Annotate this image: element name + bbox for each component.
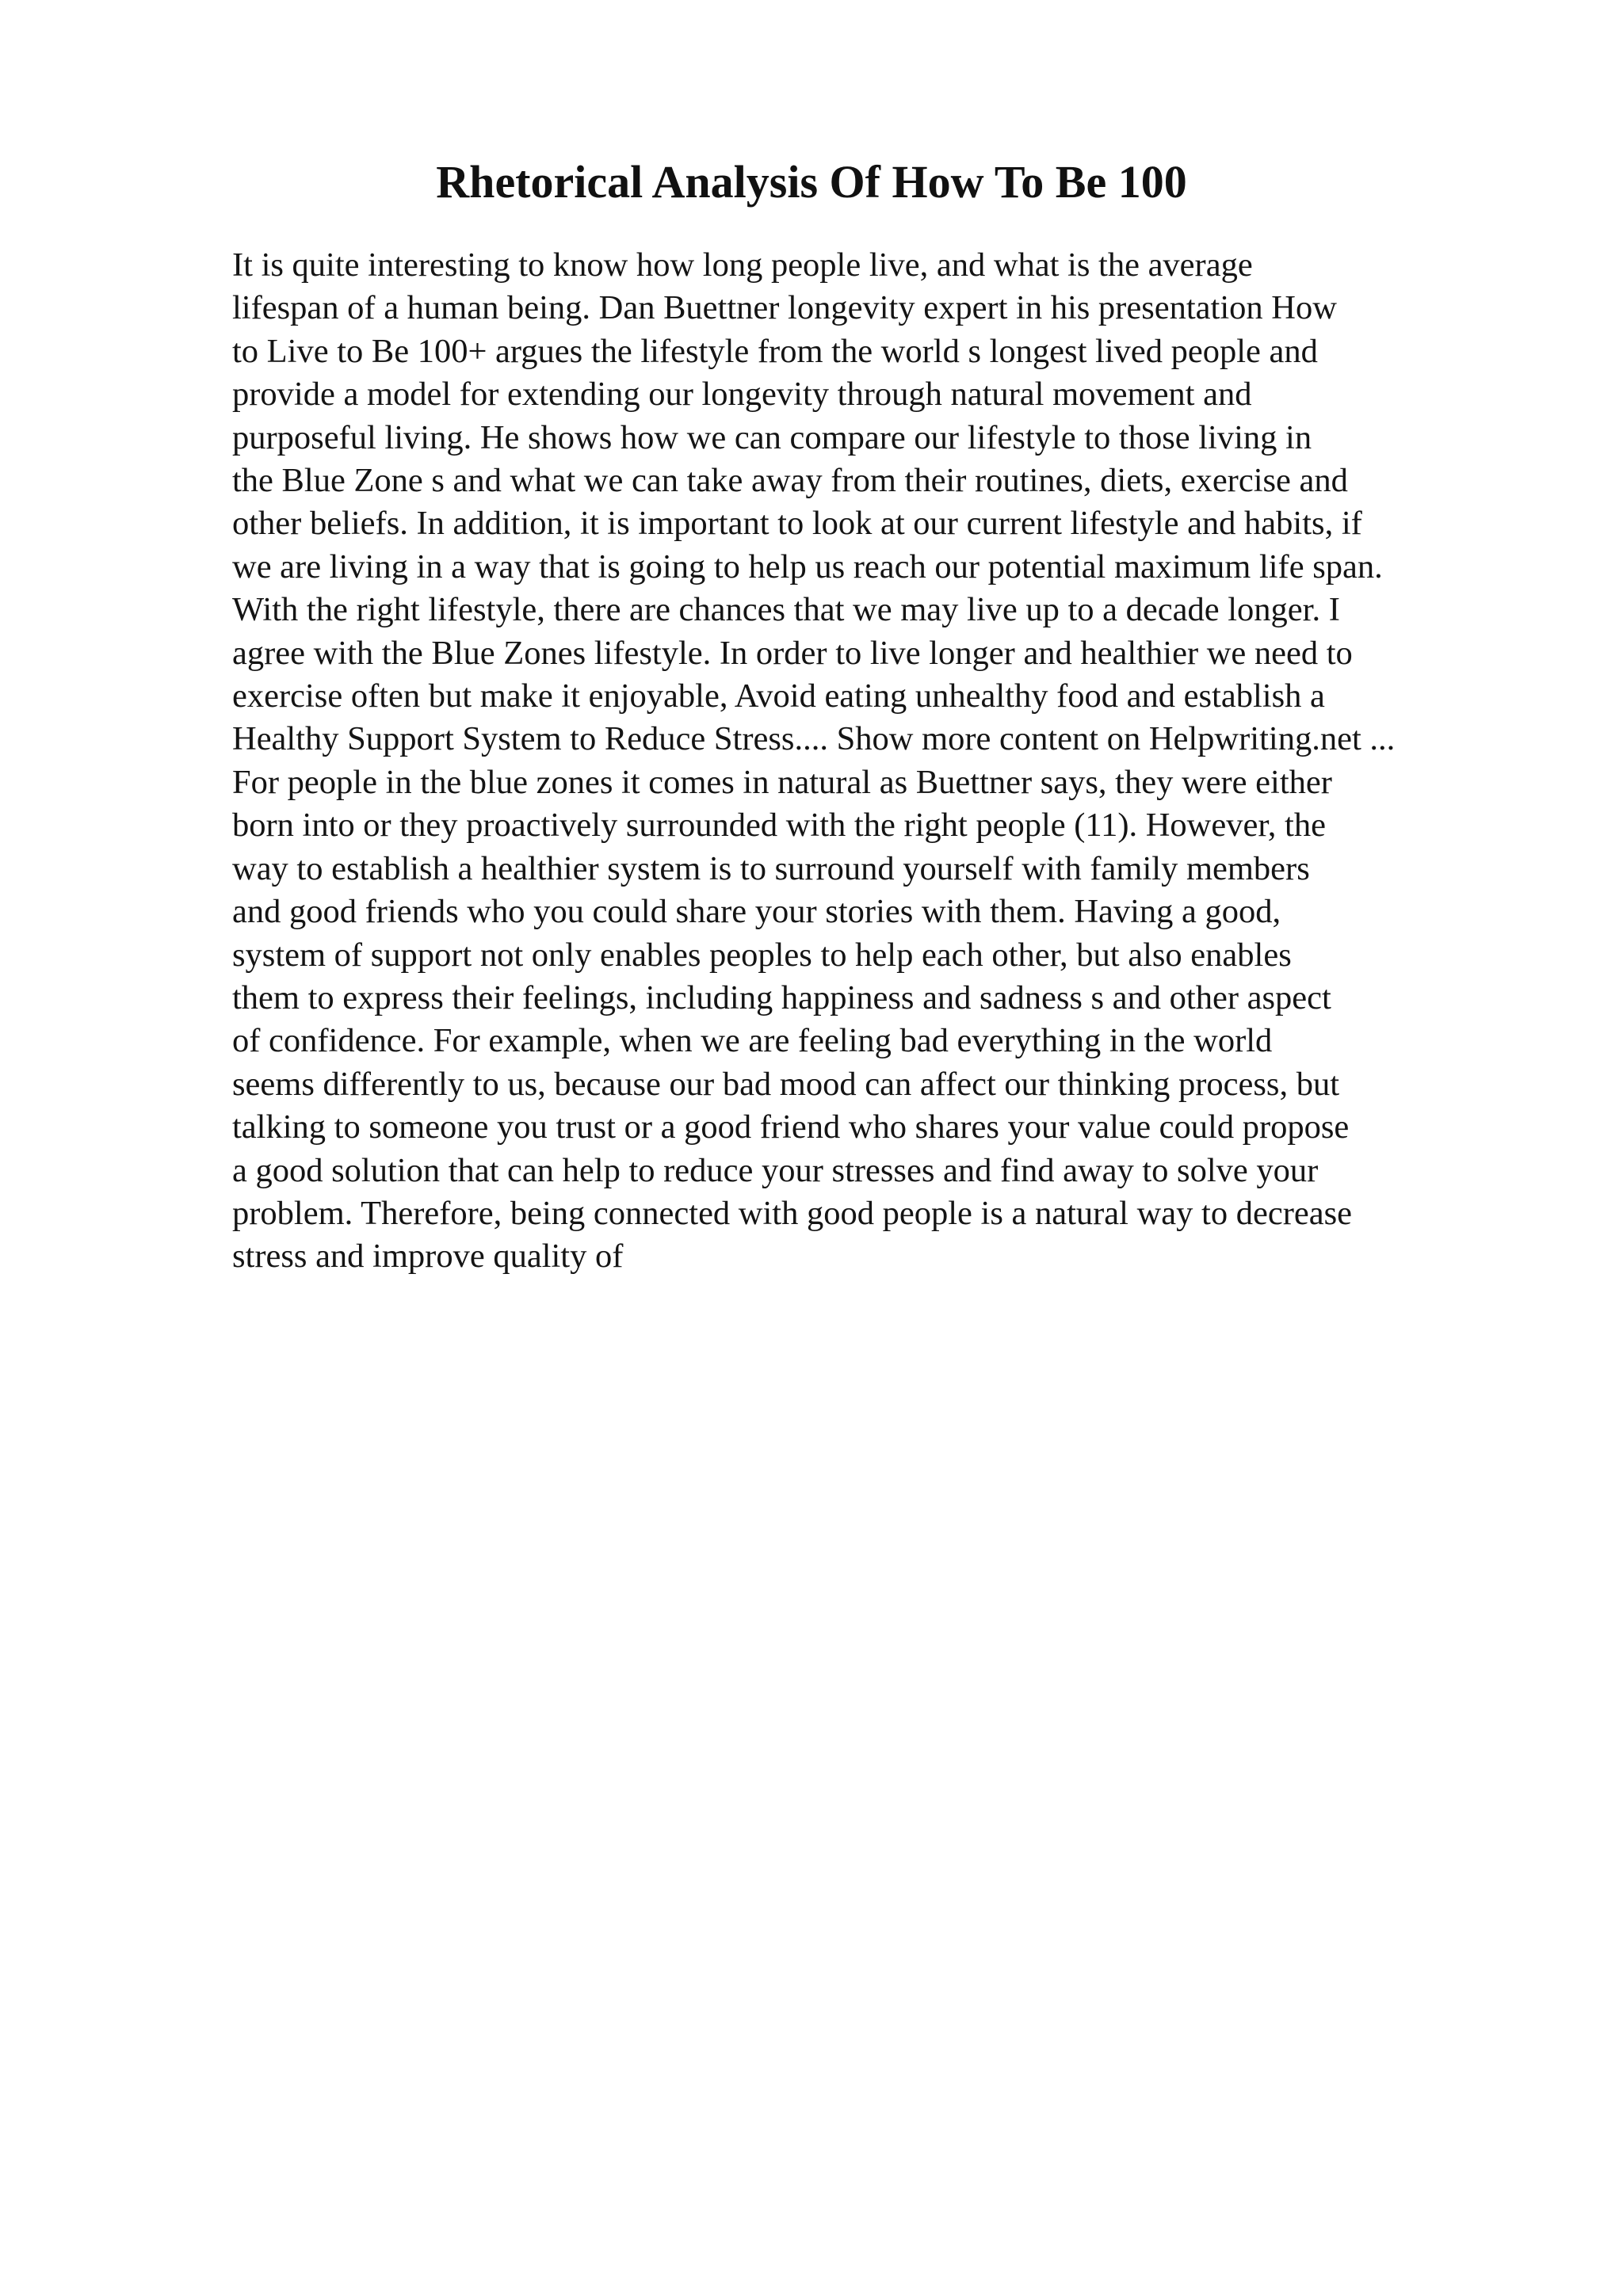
body-line: them to express their feelings, including happiness and sadness s and other aspect — [232, 978, 1331, 1016]
body-line: talking to someone you trust or a good friend who shares your value could propose — [232, 1108, 1350, 1146]
body-line: provide a model for extending our longevity through natural movement and — [232, 376, 1252, 414]
body-line: For people in the blue zones it comes in natural as Buettner says, they were either — [232, 763, 1332, 801]
document-body — [232, 244, 1564, 1279]
body-line: lifespan of a human being. Dan Buettner longevity expert in his presentation How — [232, 289, 1337, 327]
body-line: purposeful living. He shows how we can compare our lifestyle to those living in — [232, 418, 1312, 456]
body-line: a good solution that can help to reduce your stresses and find away to solve your — [232, 1151, 1319, 1189]
body-line: agree with the Blue Zones lifestyle. In order to live longer and healthier we need to — [232, 634, 1353, 672]
body-line: exercise often but make it enjoyable, Avoid eating unhealthy food and establish a — [232, 677, 1325, 715]
body-line: With the right lifestyle, there are chances that we may live up to a decade longer. I — [232, 591, 1340, 629]
body-line: of confidence. For example, when we are feeling bad everything in the world — [232, 1022, 1273, 1060]
document-title: Rhetorical Analysis Of How To Be 100 — [436, 156, 1187, 208]
body-line: Healthy Support System to Reduce Stress.... Show more content on Helpwriting.net ... — [232, 720, 1396, 758]
body-line: the Blue Zone s and what we can take away from their routines, diets, exercise and — [232, 462, 1348, 500]
body-line: stress and improve quality of — [232, 1238, 624, 1276]
body-line: born into or they proactively surrounded with the right people (11). However, the — [232, 807, 1326, 845]
body-line: to Live to Be 100+ argues the lifestyle from the world s longest lived people and — [232, 332, 1318, 370]
body-line: problem. Therefore, being connected with good people is a natural way to decrease — [232, 1194, 1352, 1232]
body-line: seems differently to us, because our bad mood can affect our thinking process, but — [232, 1065, 1340, 1103]
body-line: other beliefs. In addition, it is important to look at our current lifestyle and habits, if — [232, 505, 1362, 543]
body-line: we are living in a way that is going to help us reach our potential maximum life span. — [232, 547, 1383, 585]
body-line: It is quite interesting to know how long people live, and what is the average — [232, 246, 1253, 284]
body-line: and good friends who you could share your stories with them. Having a good, — [232, 893, 1281, 931]
body-line: way to establish a healthier system is to surround yourself with family members — [232, 849, 1310, 887]
body-line: system of support not only enables peoples to help each other, but also enables — [232, 936, 1292, 974]
